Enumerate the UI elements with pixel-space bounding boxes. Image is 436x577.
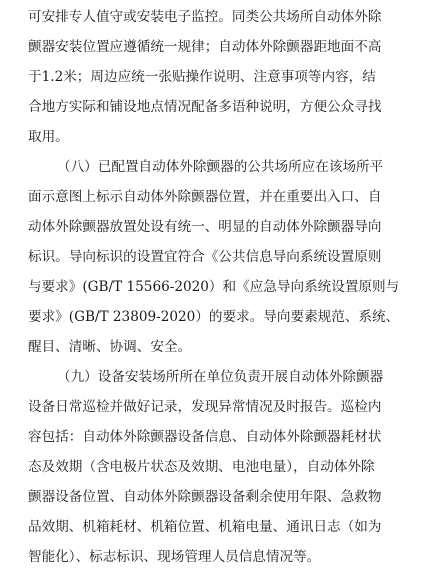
text-line-11: 要求》(GB/T 23809-2020）的要求。导向要素规范、系统、 bbox=[28, 309, 400, 325]
text-line-4: 合地方实际和铺设地点情况配备多语种说明，方便公众寻找 bbox=[28, 99, 382, 115]
text-line-8: 动体外除颤器放置处设有统一、明显的自动体外除颤器导向 bbox=[28, 219, 382, 235]
text-line-7: 面示意图上标示自动体外除颤器位置，并在重要出入口、自 bbox=[28, 189, 382, 205]
text-line-14: 设备日常巡检并做好记录，发现异常情况及时报告。巡检内 bbox=[28, 399, 382, 415]
text-line-6: （八）已配置自动体外除颤器的公共场所应在该场所平 bbox=[57, 159, 384, 175]
text-line-2: 颤器安装位置应遵循统一规律；自动体外除颤器距地面不高 bbox=[28, 39, 382, 55]
text-line-18: 品效期、机箱耗材、机箱位置、机箱电量、通讯日志（如为 bbox=[28, 519, 382, 535]
text-line-3: 于1.2米；周边应统一张贴操作说明、注意事项等内容，结 bbox=[28, 69, 376, 85]
text-line-10: 与要求》(GB/T 15566-2020）和《应急导向系统设置原则与 bbox=[28, 279, 400, 295]
text-line-9: 标识。导向标识的设置宜符合《公共信息导向系统设置原则 bbox=[28, 249, 382, 265]
text-line-13: （九）设备安装场所所在单位负责开展自动体外除颤器 bbox=[57, 369, 384, 385]
text-line-19: 智能化）、标志标识、现场管理人员信息情况等。 bbox=[28, 549, 321, 565]
text-line-15: 容包括：自动体外除颤器设备信息、自动体外除颤器耗材状 bbox=[28, 429, 382, 445]
text-line-12: 醒目、清晰、协调、安全。 bbox=[28, 339, 192, 355]
text-line-17: 颤器设备位置、自动体外除颤器设备剩余使用年限、急救物 bbox=[28, 489, 382, 505]
text-line-16: 态及效期（含电极片状态及效期、电池电量），自动体外除 bbox=[28, 459, 375, 475]
text-line-5: 取用。 bbox=[28, 129, 69, 145]
text-line-1: 可安排专人值守或安装电子监控。同类公共场所自动体外除 bbox=[28, 9, 382, 25]
